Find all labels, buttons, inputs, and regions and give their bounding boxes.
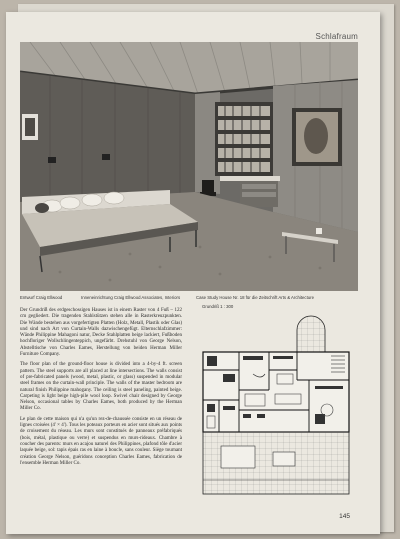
- german-paragraph: Der Grundriß des erdgeschossigen Hauses ist in einem Raster von 4 Fuß – 122 cm gegliedert. Die tragenden Stahlstützen stehen alle in Rasterkreuzpunkten. Die Wände bestehen aus vorgefertigten Platten (Holz, Metall, Plastik oder Glas) und sind nach Art von Curtain-Walls dazwischengefügt. Elternschlafzimmer: Wände Philippine Mahagoni natur, Decke Stahlplatten beige lackiert, Fußboden hochfloriger Wollschlingenteppich, ungefärbt. Drehstuhl von George Nelson, Abstelltische von Charles Eames, Herstellung von beiden Herman Miller Furniture Company.: [20, 308, 182, 358]
- english-paragraph: The floor plan of the ground-floor house is divided into a 4-by-4 ft. screen pattern. The steel supports are all placed at line intersections. The walls consist of pre-fabricated panels (wood, metal, plastic, or glass) suspended in modular steel frames on the curtain-wall principle. The walls of the master bedroom are natural finish Philippine mahogany. The ceiling is steel paneling, painted beige. Carpeting is light beige high-pile wool loop. Swivel chair designed by George Nelson, occasional tables by Charles Eames, both produced by the Herman Miller Co.: [20, 362, 182, 412]
- bedroom-photo-illustration: [20, 42, 358, 291]
- photo-credit-house: Case Study House Nr. 18 für die Zeitschrift Arts & Architecture: [196, 295, 314, 300]
- photo-credit-design: Entwurf Craig Ellwood: [20, 295, 63, 300]
- page-number: 145: [339, 513, 350, 520]
- photo-credit-interior: Inneneinrichtung Craig Ellwood Associates, Interiors: [81, 295, 181, 300]
- floor-plan-drawing: [199, 310, 354, 500]
- body-text-column: [20, 308, 182, 471]
- section-title: Schlafraum: [315, 32, 358, 41]
- bedroom-photograph: [20, 42, 358, 291]
- french-paragraph: Le plan de cette maison qui n'a qu'un rez-de-chaussée consiste en un réseau de lignes croisées (4' × 4'). Tous les poteaux porteurs en acier sont situés aux points de croisement du réseau. Les murs sont constitués de panneaux préfabriqués (bois, métal, plastique ou verre) et suspendus en murs-rideaux. Chambre à coucher des parents: murs en acajou naturel des Philippines, plafond tôle d'acier laquée beige, sol: tapis épais ras en laine à boucle, sans couleur. Siège tournant création George Nelson, guéridons conception Charles Eames, fabrication de l'ensemble Herman Miller Co.: [20, 416, 182, 466]
- book-page: [6, 12, 380, 534]
- floor-plan-label: Grundriß 1 : 300: [202, 304, 234, 309]
